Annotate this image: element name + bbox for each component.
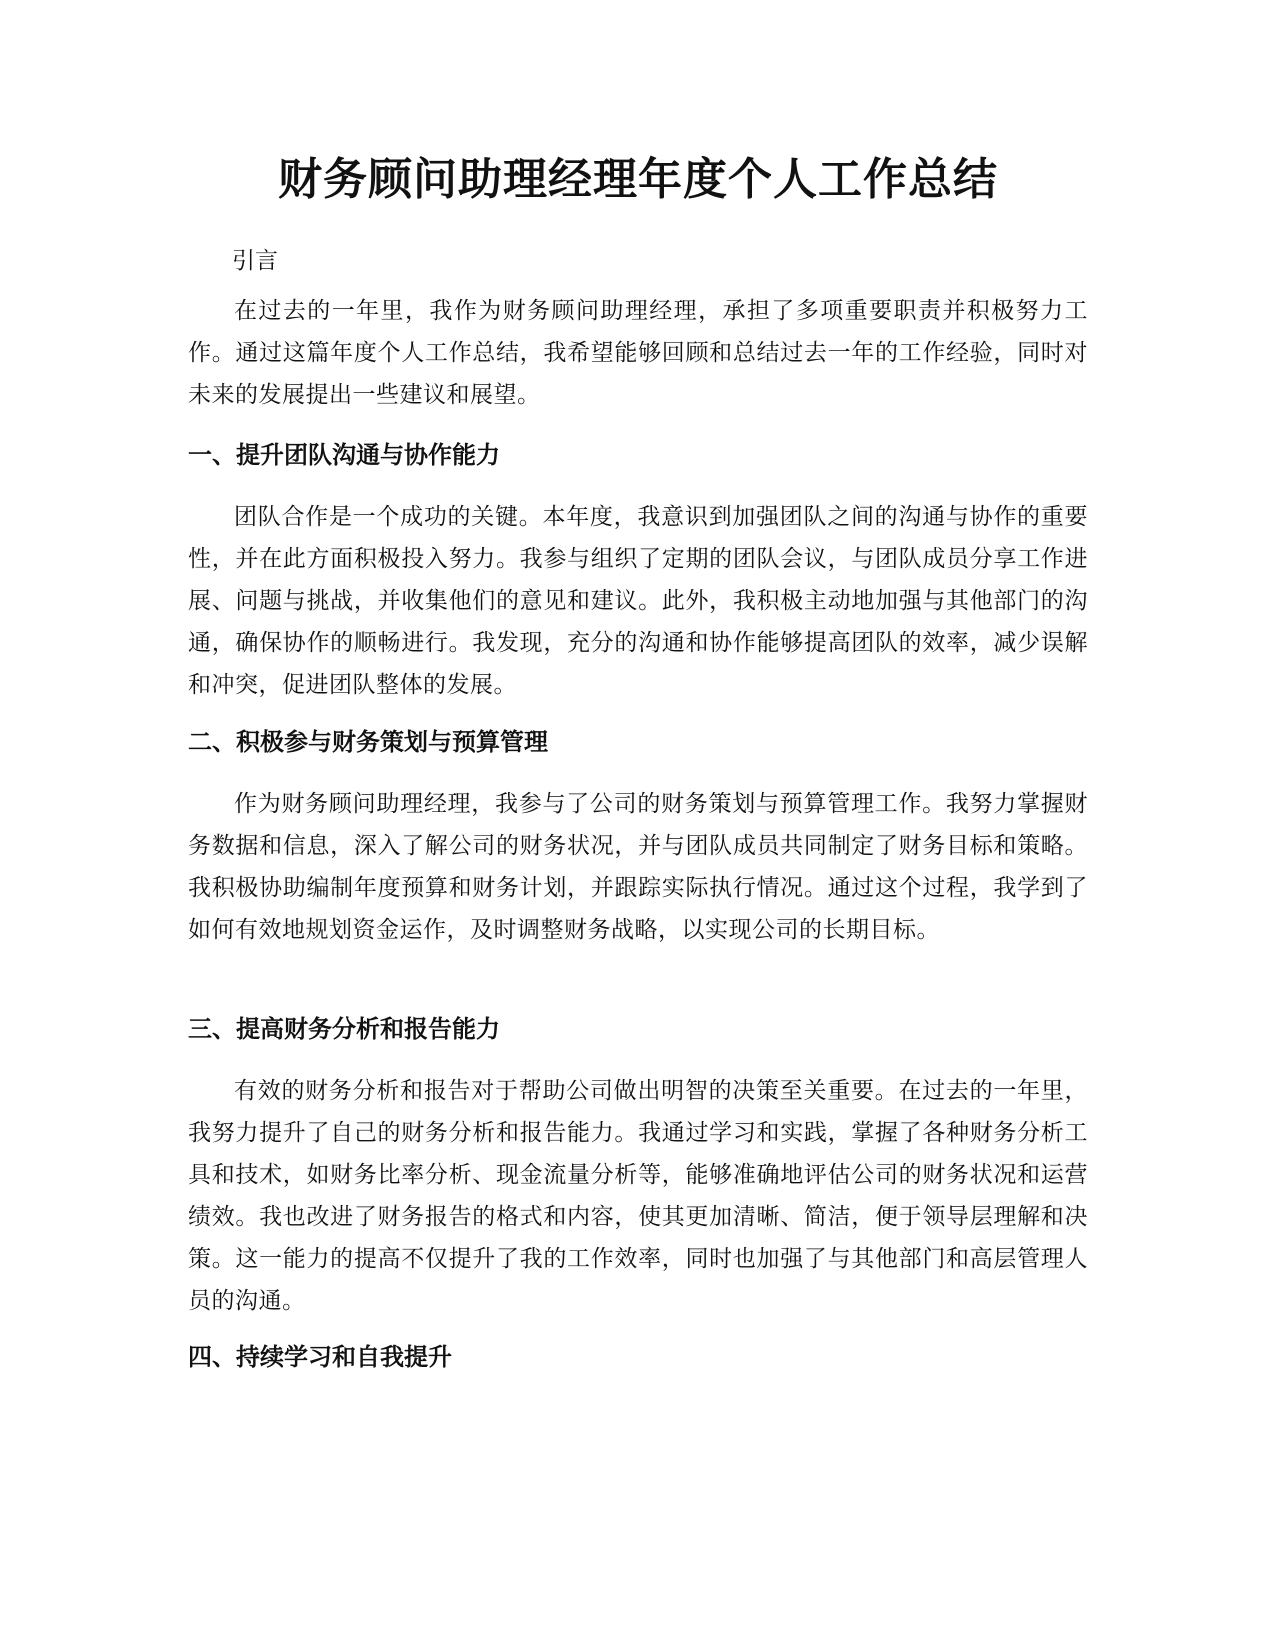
section-heading-1: 一、提升团队沟通与协作能力 [188,441,500,469]
document-page [188,0,1088,1650]
section-heading-3: 三、提高财务分析和报告能力 [188,1015,500,1043]
section-paragraph-3: 有效的财务分析和报告对于帮助公司做出明智的决策至关重要。在过去的一年里，我努力提升了自己的财务分析和报告能力。我通过学习和实践，掌握了各种财务分析工具和技术，如财务比率分析、现金流量分析等，能够准确地评估公司的财务状况和运营绩效。我也改进了财务报告的格式和内容，使其更加清晰、简洁，便于领导层理解和决策。这一能力的提高不仅提升了我的工作效率，同时也加强了与其他部门和高层管理人员的沟通。 [188,1078,1088,1314]
section-heading-4: 四、持续学习和自我提升 [188,1343,452,1371]
section-paragraph-1: 团队合作是一个成功的关键。本年度，我意识到加强团队之间的沟通与协作的重要性，并在此方面积极投入努力。我参与组织了定期的团队会议，与团队成员分享工作进展、问题与挑战，并收集他们的意见和建议。此外，我积极主动地加强与其他部门的沟通，确保协作的顺畅进行。我发现，充分的沟通和协作能够提高团队的效率，减少误解和冲突，促进团队整体的发展。 [188,504,1088,698]
section-heading-2: 二、积极参与财务策划与预算管理 [188,728,548,756]
intro-label: 引言 [232,248,278,274]
document-title: 财务顾问助理经理年度个人工作总结 [278,154,998,205]
intro-paragraph: 在过去的一年里，我作为财务顾问助理经理，承担了多项重要职责并积极努力工作。通过这篇年度个人工作总结，我希望能够回顾和总结过去一年的工作经验，同时对未来的发展提出一些建议和展望。 [188,298,1088,408]
section-paragraph-2: 作为财务顾问助理经理，我参与了公司的财务策划与预算管理工作。我努力掌握财务数据和信息，深入了解公司的财务状况，并与团队成员共同制定了财务目标和策略。我积极协助编制年度预算和财务计划，并跟踪实际执行情况。通过这个过程，我学到了如何有效地规划资金运作，及时调整财务战略，以实现公司的长期目标。 [188,791,1088,943]
